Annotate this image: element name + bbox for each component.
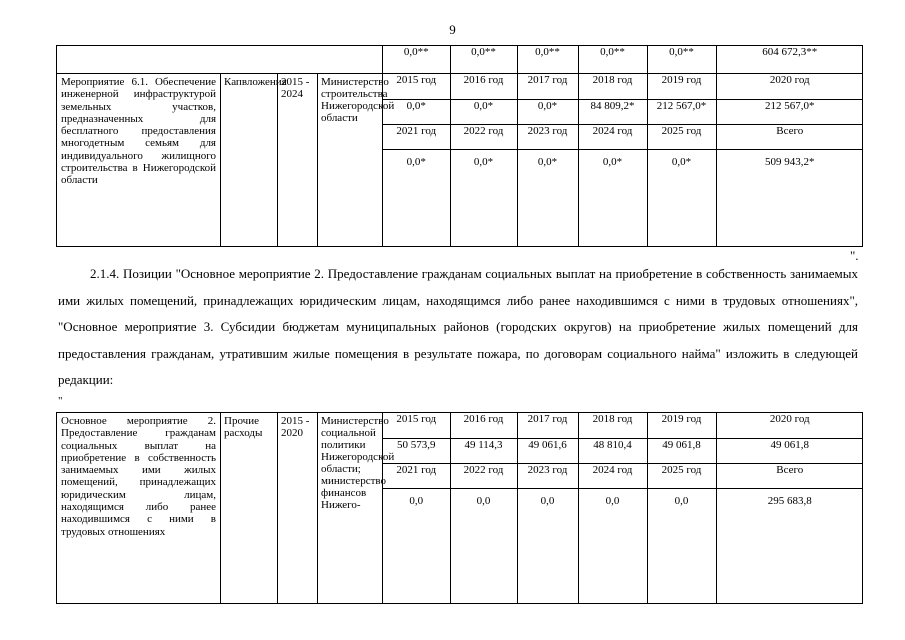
years-row <box>383 463 863 488</box>
values-row <box>383 149 863 246</box>
value-cell: 0,0** <box>450 46 517 73</box>
total-label-cell: Всего <box>716 463 863 488</box>
measure-executor: Министерство социальной политики Нижегородской области; министерство финансов Нижего- <box>318 413 383 604</box>
value-cell: 0,0* <box>450 99 517 124</box>
page-number: 9 <box>449 22 456 37</box>
total-label-cell: Всего <box>716 124 863 149</box>
year-cell: 2017 год <box>517 74 578 99</box>
year-cell: 2024 год <box>578 124 647 149</box>
value-cell: 212 567,0* <box>716 99 863 124</box>
table1-top-row <box>57 46 863 74</box>
table1-measure-row <box>57 74 863 247</box>
year-cell: 2025 год <box>647 124 716 149</box>
year-cell: 2021 год <box>383 463 450 488</box>
value-cell: 0,0* <box>450 149 517 246</box>
value-cell: 0,0** <box>383 46 450 73</box>
measure-period: 2015 - 2020 <box>278 413 318 604</box>
value-cell: 0,0* <box>383 99 450 124</box>
value-cell: 0,0* <box>578 149 647 246</box>
year-cell: 2016 год <box>450 74 517 99</box>
year-cell: 2024 год <box>578 463 647 488</box>
year-cell: 2018 год <box>578 413 647 438</box>
year-cell: 2015 год <box>383 74 450 99</box>
years-row <box>383 124 863 149</box>
opening-quote: " <box>58 395 63 407</box>
year-cell: 2022 год <box>450 124 517 149</box>
year-cell: 2022 год <box>450 463 517 488</box>
value-cell: 49 061,8 <box>647 438 716 463</box>
value-cell: 0,0* <box>383 149 450 246</box>
year-cell: 2016 год <box>450 413 517 438</box>
value-cell: 49 061,6 <box>517 438 578 463</box>
values-row <box>383 99 863 124</box>
year-cell: 2023 год <box>517 124 578 149</box>
year-cell: 2018 год <box>578 74 647 99</box>
measure-category: Капвложения <box>221 74 278 247</box>
value-cell: 0,0 <box>517 488 578 603</box>
value-cell: 0,0** <box>647 46 716 73</box>
value-cell: 0,0 <box>578 488 647 603</box>
closing-quote: ". <box>850 248 859 263</box>
value-cell: 212 567,0* <box>647 99 716 124</box>
year-cell: 2025 год <box>647 463 716 488</box>
total-value-cell: 509 943,2* <box>716 149 863 246</box>
measure-table-2 <box>56 412 863 604</box>
value-cell: 84 809,2* <box>578 99 647 124</box>
value-cell: 0,0 <box>450 488 517 603</box>
value-cell: 0,0** <box>578 46 647 73</box>
total-value-cell: 295 683,8 <box>716 488 863 603</box>
value-cell: 0,0* <box>647 149 716 246</box>
funding-grid <box>383 413 863 603</box>
measure-period: 2015 - 2024 <box>278 74 318 247</box>
value-cell: 0,0* <box>517 99 578 124</box>
measure-table-1 <box>56 45 863 247</box>
value-cell: 0,0 <box>647 488 716 603</box>
year-cell: 2017 год <box>517 413 578 438</box>
year-cell: 2020 год <box>716 413 863 438</box>
years-row <box>383 74 863 99</box>
value-cell: 0,0** <box>517 46 578 73</box>
table1-top-values <box>383 46 863 73</box>
year-cell: 2015 год <box>383 413 450 438</box>
funding-grid <box>383 74 863 246</box>
amendment-paragraph: 2.1.4. Позиции "Основное мероприятие 2. Предоставление гражданам социальных выплат на приобретение в собственность занимаемых ими жилых помещений, принадлежащих юридическим лицам, находящимся либо ранее находившимся с ними в трудовых отношениях", "Основное мероприятие 3. Субсидии бюджетам муниципальных районов (городских округов) на приобретение жилых помещений для предоставления гражданам, утратившим жилые помещения в результате пожара, по договорам социального найма" изложить в следующей редакции: <box>58 266 858 387</box>
year-cell: 2019 год <box>647 74 716 99</box>
value-cell: 49 061,8 <box>716 438 863 463</box>
measure-description: Мероприятие 6.1. Обеспечение инженерной инфраструктурой земельных участков, предназначенных для бесплатного предоставления многодетным семьям для индивидуального жилищного строительства в Нижегородской области <box>57 74 221 247</box>
measure-executor: Министерство строительства Нижегородской области <box>318 74 383 247</box>
measure-category: Прочие расходы <box>221 413 278 604</box>
value-cell: 49 114,3 <box>450 438 517 463</box>
table2-measure-row <box>57 413 863 604</box>
value-cell: 0,0* <box>517 149 578 246</box>
year-cell: 2020 год <box>716 74 863 99</box>
year-cell: 2023 год <box>517 463 578 488</box>
years-row <box>383 413 863 438</box>
measure-description: Основное мероприятие 2. Предоставление гражданам социальных выплат на приобретение в собственность занимаемых ими жилых помещений, принадлежащих юридическим лицам, находящимся либо ранее находившимся с ними в трудовых отношениях <box>57 413 221 604</box>
values-row <box>383 438 863 463</box>
year-cell: 2019 год <box>647 413 716 438</box>
values-row <box>383 488 863 603</box>
value-cell: 0,0 <box>383 488 450 603</box>
table1-top-empty <box>57 46 383 74</box>
value-cell: 50 573,9 <box>383 438 450 463</box>
year-cell: 2021 год <box>383 124 450 149</box>
value-cell: 48 810,4 <box>578 438 647 463</box>
value-cell: 604 672,3** <box>716 46 863 73</box>
